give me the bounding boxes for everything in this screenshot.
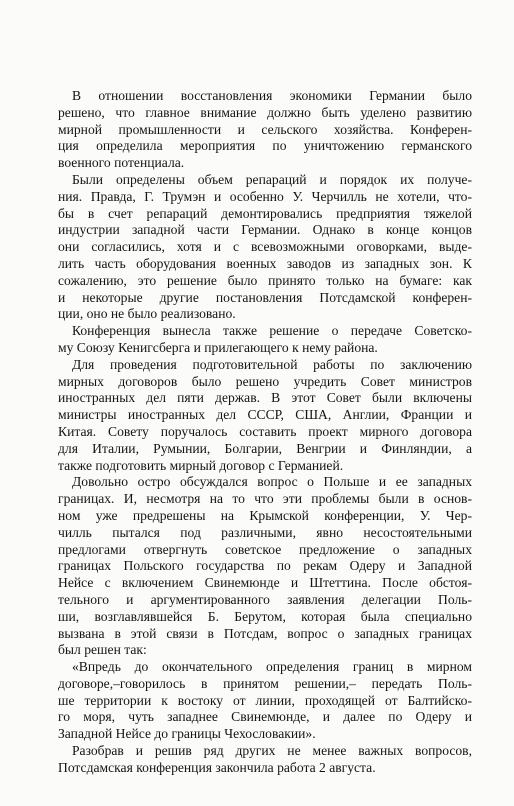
text-line: для Италии, Румынии, Болгарии, Венгрии и Финляндии, а: [58, 440, 472, 456]
text-line: ния. Правда, Г. Трумэн и особенно У. Черчилль не хотели, что-: [58, 188, 472, 204]
text-line: В отношении восстановления экономики Германии было: [72, 88, 472, 103]
text-line: Западной Нейсе до границы Чехословакии».: [58, 726, 316, 742]
paragraph-conclusion: [58, 743, 472, 777]
text-line: Были определены объем репараций и порядок их получе-: [72, 171, 472, 187]
paragraph-koenigsberg: [58, 323, 472, 357]
text-line: го моря, чуть западнее Свинемюнде, и далее по Одеру и: [58, 709, 472, 725]
text-line: ция определила мероприятия по уничтожению германского: [58, 138, 472, 154]
text-line: договоре,–говорилось в принятом решении,– передать Поль-: [58, 675, 472, 691]
paragraph-quotation: [58, 659, 472, 743]
text-line: и некоторые другие постановления Потсдамской конферен-: [58, 289, 472, 305]
text-line: границах Польского государства по рекам Одеру и Западной: [58, 558, 472, 574]
text-line: Довольно остро обсуждался вопрос о Польше и ее западных: [72, 474, 472, 490]
text-line: тельного и аргументированного заявления делегации Поль-: [58, 591, 472, 607]
text-line: бы в счет репараций демонтировались предприятия тяжелой: [58, 205, 472, 221]
text-line: Для проведения подготовительной работы по заключению: [72, 356, 472, 372]
paragraph-reparations: [58, 172, 472, 323]
paragraph-poland: [58, 474, 472, 659]
text-line: вызвана в этой связи в Потсдам, вопрос о западных границах: [58, 625, 472, 641]
text-line: был решен так:: [58, 642, 147, 658]
text-line: военного потенциала.: [58, 155, 185, 171]
text-line: «Впредь до окончательного определения границ в мирном: [72, 659, 472, 675]
text-line: ше территории к востоку от линии, проходящей от Балтийско-: [58, 692, 472, 708]
text-line: лить часть оборудования военных заводов из западных зон. К: [58, 255, 472, 271]
text-line: му Союзу Кенигсберга и прилегающего к нему района.: [58, 339, 378, 355]
text-line: ции, оно не было реализовано.: [58, 306, 236, 322]
page-text: [58, 88, 472, 777]
text-line: мирной промышленности и сельского хозяйства. Конферен-: [58, 121, 472, 137]
text-line: Конференция вынесла также решение о передаче Советско-: [72, 323, 472, 339]
text-line: решено, что главное внимание должно быть уделено развитию: [58, 104, 472, 120]
text-line: индустрии западной части Германии. Однако в конце концов: [58, 222, 472, 238]
text-line: они согласились, хотя и с всевозможными оговорками, выде-: [58, 239, 472, 255]
text-line: границах. И, несмотря на то что эти проблемы были в основ-: [58, 491, 472, 507]
paragraph-council: [58, 357, 472, 475]
paragraph-economy: [58, 88, 472, 172]
text-line: Разобрав и решив ряд других не менее важных вопросов,: [72, 743, 472, 759]
text-line: также подготовить мирный договор с Германией.: [58, 457, 344, 473]
text-line: Нейсе с включением Свинемюнде и Штеттина. После обстоя-: [58, 575, 472, 591]
text-line: Китая. Совету поручалось составить проект мирного договора: [58, 423, 472, 439]
text-line: сожалению, это решение было принято только на бумаге: как: [58, 272, 472, 288]
text-line: мирных договоров было решено учредить Совет министров: [58, 373, 472, 389]
text-line: Потсдамская конференция закончила работа 2 августа.: [58, 759, 376, 775]
text-line: предлогами отвергнуть советское предложение о западных: [58, 541, 472, 557]
text-line: чилль пытался под различными, явно несостоятельными: [58, 524, 472, 540]
text-line: ши, возглавлявшейся Б. Берутом, которая была специально: [58, 608, 472, 624]
text-line: министры иностранных дел СССР, США, Англии, Франции и: [58, 407, 472, 423]
text-line: ном уже предрешены на Крымской конференции, У. Чер-: [58, 507, 472, 523]
text-line: иностранных дел пяти держав. В этот Совет были включены: [58, 390, 472, 406]
